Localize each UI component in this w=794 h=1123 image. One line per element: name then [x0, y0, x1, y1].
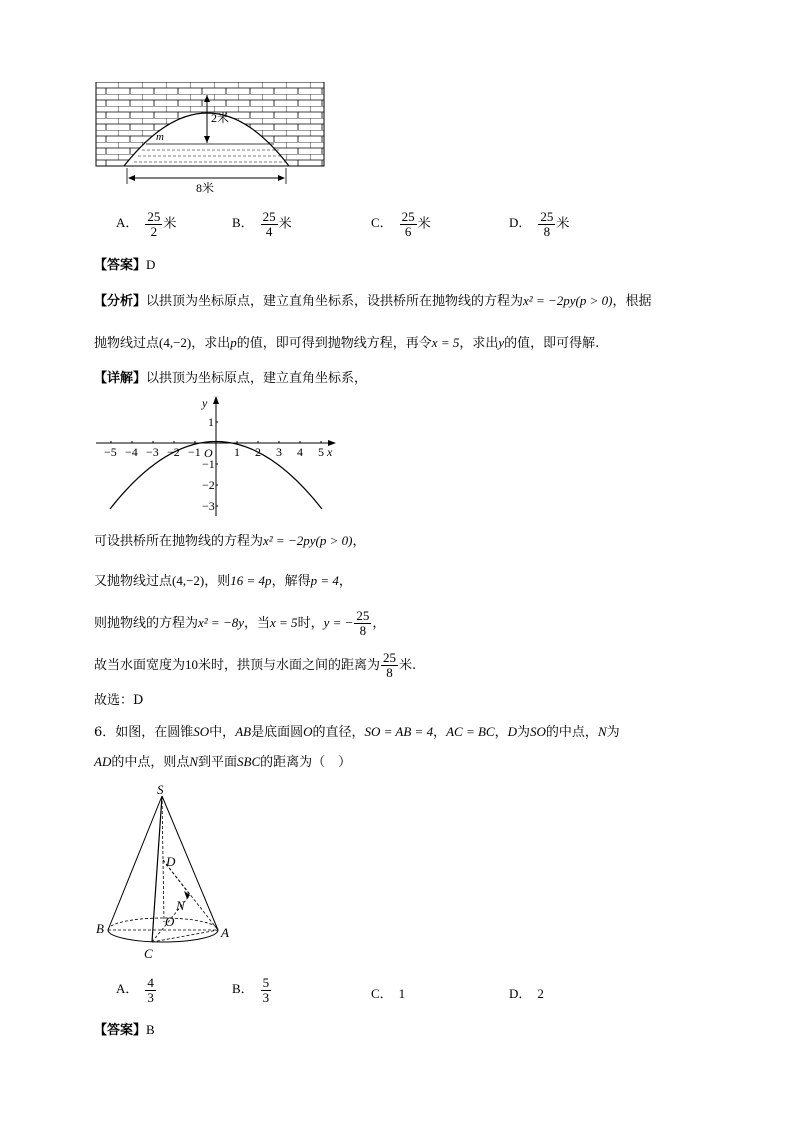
- fraction: $\frac{25}{6}$: [401, 209, 415, 239]
- cone-label-d: D: [166, 854, 176, 869]
- q5-detail-step2: 又抛物线过点(4,−2)，则16 = 4p，解得p = 4，: [94, 573, 352, 589]
- q6-option-d[interactable]: D． 2: [509, 986, 544, 1001]
- q6-option-b[interactable]: B． $\frac{5}{3}$: [232, 975, 270, 1005]
- cone-label-a: A: [221, 925, 229, 940]
- x-tick-label: −2: [167, 445, 180, 459]
- q5-option-b[interactable]: B． $\frac{25}{4}$ 米: [232, 209, 292, 239]
- q5-option-d[interactable]: D． $\frac{25}{8}$ 米: [509, 209, 570, 239]
- axis-y-label: y: [202, 396, 208, 410]
- fraction: $\frac{25}{8}$: [540, 209, 554, 239]
- y-tick-label: −2: [202, 478, 215, 492]
- bridge-figure: [94, 82, 326, 194]
- q6-answer: 【答案】B: [94, 1022, 155, 1038]
- q5-detail-step4: 故当水面宽度为10米时，拱顶与水面之间的距离为 $\frac{25}{8}$ 米.: [94, 650, 417, 680]
- cone-label-s: S: [157, 782, 164, 797]
- fraction: $\frac{25}{2}$: [147, 209, 161, 239]
- q5-detail-choice: 故选：D: [94, 693, 144, 708]
- q5-option-a[interactable]: A． $\frac{25}{2}$ 米: [116, 209, 177, 239]
- x-tick-label: 2: [255, 445, 261, 459]
- fraction: $\frac{5}{3}$: [262, 975, 270, 1005]
- cone-label-o: O: [165, 914, 175, 929]
- fraction: $\frac{25}{8}$: [356, 608, 370, 638]
- q5-answer: 【答案】D: [94, 257, 156, 273]
- fraction: $\frac{4}{3}$: [147, 975, 154, 1005]
- bridge-point-label: m: [156, 131, 164, 143]
- x-tick-label: −4: [125, 445, 138, 459]
- q6-question-line2: AD的中点，则点N到平面SBC的距离为（ ）: [94, 754, 352, 770]
- fraction: $\frac{25}{4}$: [262, 209, 276, 239]
- x-tick-label: 5: [318, 445, 324, 459]
- cone-label-c: C: [144, 946, 153, 961]
- y-tick-label: −3: [202, 499, 215, 513]
- x-tick-label: −1: [188, 445, 201, 459]
- x-tick-label: 4: [297, 445, 303, 459]
- axis-x-label: x: [327, 445, 333, 459]
- x-tick-label: −3: [146, 445, 159, 459]
- q5-analysis-line2: 抛物线过点(4,−2)，求出p的值，即可得到抛物线方程，再令x = 5，求出y的值，即可得解.: [94, 335, 600, 351]
- x-tick-label: −5: [104, 445, 117, 459]
- cone-label-b: B: [96, 921, 104, 936]
- q5-detail-intro: 【详解】以拱顶为坐标原点，建立直角坐标系，: [94, 371, 368, 386]
- y-tick-label: 1: [208, 415, 214, 429]
- x-tick-label: 3: [276, 445, 282, 459]
- cone-label-n: N: [176, 898, 185, 913]
- q6-option-c[interactable]: C． 1: [371, 986, 406, 1001]
- fraction: $\frac{25}{8}$: [383, 650, 397, 680]
- q5-option-c[interactable]: C． $\frac{25}{6}$ 米: [371, 209, 431, 239]
- origin-label: O: [204, 446, 213, 460]
- cone-figure: [94, 782, 244, 962]
- q6-question-line1: 6．如图，在圆锥SO中，AB是底面圆O的直径，SO = AB = 4，AC = BC，D为SO的中点，N为: [94, 724, 620, 740]
- q5-detail-step3: 则抛物线的方程为x² = −8y，当x = 5时，y = − $\frac{25}{8}$ ，: [94, 608, 386, 638]
- q5-detail-step1: 可设拱桥所在抛物线的方程为x² = −2py(p > 0)，: [94, 533, 366, 549]
- bridge-height-label: 2米: [211, 111, 230, 125]
- bridge-width-label: 8米: [196, 181, 215, 194]
- parabola-graph: [94, 394, 338, 518]
- x-tick-label: 1: [234, 445, 240, 459]
- q6-option-a[interactable]: A． $\frac{4}{3}$: [116, 975, 154, 1005]
- q5-analysis-line1: 【分析】以拱顶为坐标原点，建立直角坐标系，设拱桥所在抛物线的方程为x² = −2py(p > 0)，根据: [94, 293, 652, 309]
- y-tick-label: −1: [202, 457, 215, 471]
